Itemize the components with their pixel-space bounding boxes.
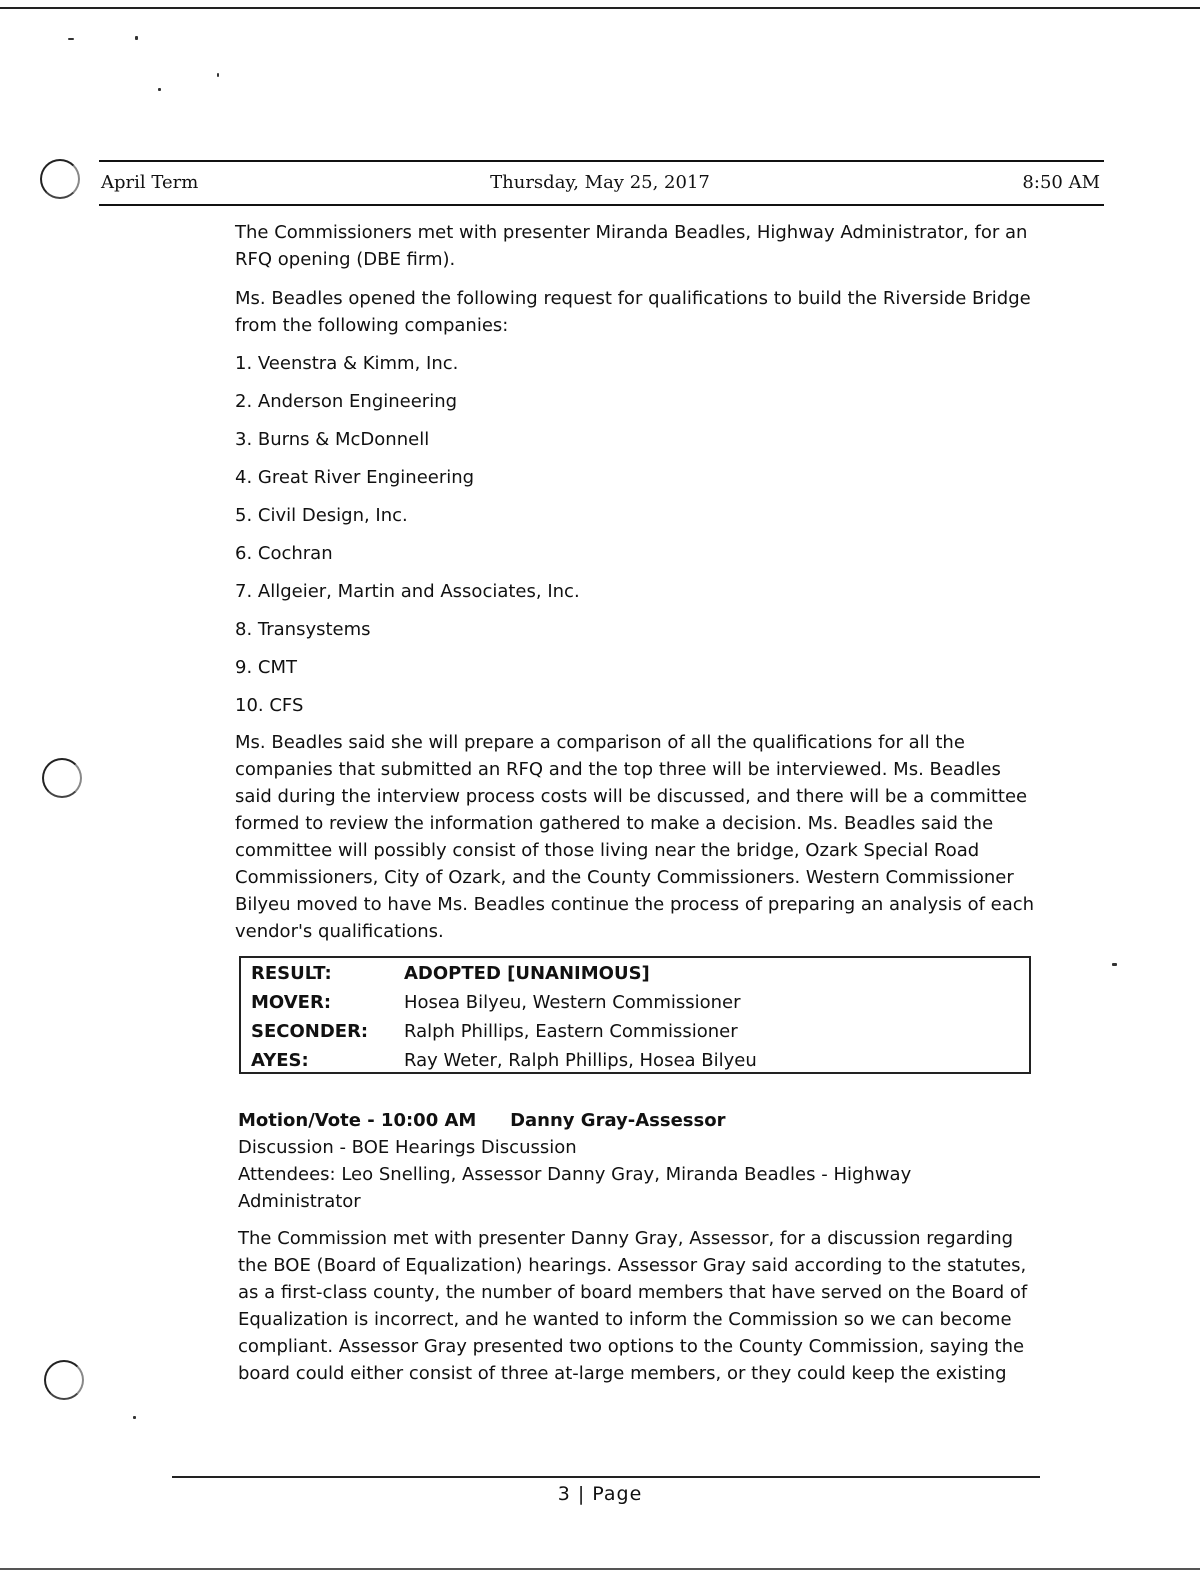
list-item: 5. Civil Design, Inc. [235, 505, 408, 526]
vote-result-box [239, 956, 1031, 1074]
scan-speck [158, 88, 161, 91]
punch-hole-bottom [44, 1360, 84, 1400]
seconder-label: SECONDER: [251, 1021, 369, 1042]
motion-discussion: Discussion - BOE Hearings Discussion [238, 1137, 577, 1158]
intro-paragraph-1: The Commissioners met with presenter Miranda Beadles, Highway Administrator, for an RFQ opening (DBE firm). [235, 222, 1028, 270]
scan-top-edge [0, 7, 1200, 9]
seconder-value: Ralph Phillips, Eastern Commissioner [404, 1021, 738, 1042]
motion-presenter: Danny Gray-Assessor [510, 1110, 726, 1131]
mover-value: Hosea Bilyeu, Western Commissioner [404, 992, 741, 1013]
page-number: 3 | Page [557, 1483, 643, 1505]
scan-speck [68, 38, 74, 40]
list-item: 3. Burns & McDonnell [235, 429, 430, 450]
summary-paragraph: Ms. Beadles said she will prepare a comparison of all the qualifications for all the companies that submitted an RFQ and the top three will be interviewed. Ms. Beadles said during the interview process costs will be discussed, and there will be a committee formed to review the information gathered to make a decision. Ms. Beadles said the committee will possibly consist of those living near the bridge, Ozark Special Road Commissioners, City of Ozark, and the County Commissioners. Western Commissioner Bilyeu moved to have Ms. Beadles continue the process of preparing an analysis of each vendor's qualifications. [235, 732, 1035, 942]
ayes-value: Ray Weter, Ralph Phillips, Hosea Bilyeu [404, 1050, 757, 1071]
company-list-section [235, 350, 1035, 730]
motion-attendees: Attendees: Leo Snelling, Assessor Danny Gray, Miranda Beadles - Highway Administrator [238, 1164, 912, 1212]
mover-label: MOVER: [251, 992, 332, 1013]
scan-speck [1112, 963, 1117, 966]
header-time: 8:50 AM [1022, 172, 1100, 193]
footer-rule [172, 1476, 1040, 1478]
scan-speck [217, 73, 219, 77]
intro-section [235, 219, 1035, 273]
header-date: Thursday, May 25, 2017 [490, 172, 710, 193]
result-value: ADOPTED [UNANIMOUS] [404, 963, 650, 984]
company-list [235, 350, 1035, 730]
list-item: 10. CFS [235, 695, 304, 716]
list-item: 1. Veenstra & Kimm, Inc. [235, 353, 459, 374]
motion-heading [238, 1107, 1038, 1134]
list-item: 6. Cochran [235, 543, 333, 564]
scan-speck [135, 36, 138, 40]
punch-hole-middle [42, 758, 82, 798]
list-item: 9. CMT [235, 657, 297, 678]
header-term: April Term [101, 172, 199, 193]
summary-section [235, 729, 1035, 945]
motion-title: Motion/Vote - 10:00 AM [238, 1110, 477, 1131]
result-label: RESULT: [251, 963, 332, 984]
list-item: 8. Transystems [235, 619, 371, 640]
list-item: 4. Great River Engineering [235, 467, 475, 488]
header-rule-top [99, 160, 1104, 162]
scan-bottom-edge [0, 1568, 1200, 1570]
motion-section [238, 1107, 1038, 1387]
intro-paragraph-2: Ms. Beadles opened the following request for qualifications to build the Riverside Bridge from the following companies: [235, 288, 1031, 336]
list-item: 2. Anderson Engineering [235, 391, 458, 412]
scan-speck [133, 1416, 136, 1419]
motion-body: The Commission met with presenter Danny Gray, Assessor, for a discussion regarding the BOE (Board of Equalization) hearings. Assessor Gray said according to the statutes, as a first-class county, the number of board members that have served on the Board of Equalization is incorrect, and he wanted to inform the Commission so we can become compliant. Assessor Gray presented two options to the County Commission, saying the board could either consist of three at-large members, or they could keep the existing [238, 1228, 1028, 1384]
list-item: 7. Allgeier, Martin and Associates, Inc. [235, 581, 580, 602]
intro-section-2 [235, 285, 1035, 339]
ayes-label: AYES: [251, 1050, 309, 1071]
header-rule-bottom [99, 204, 1104, 206]
